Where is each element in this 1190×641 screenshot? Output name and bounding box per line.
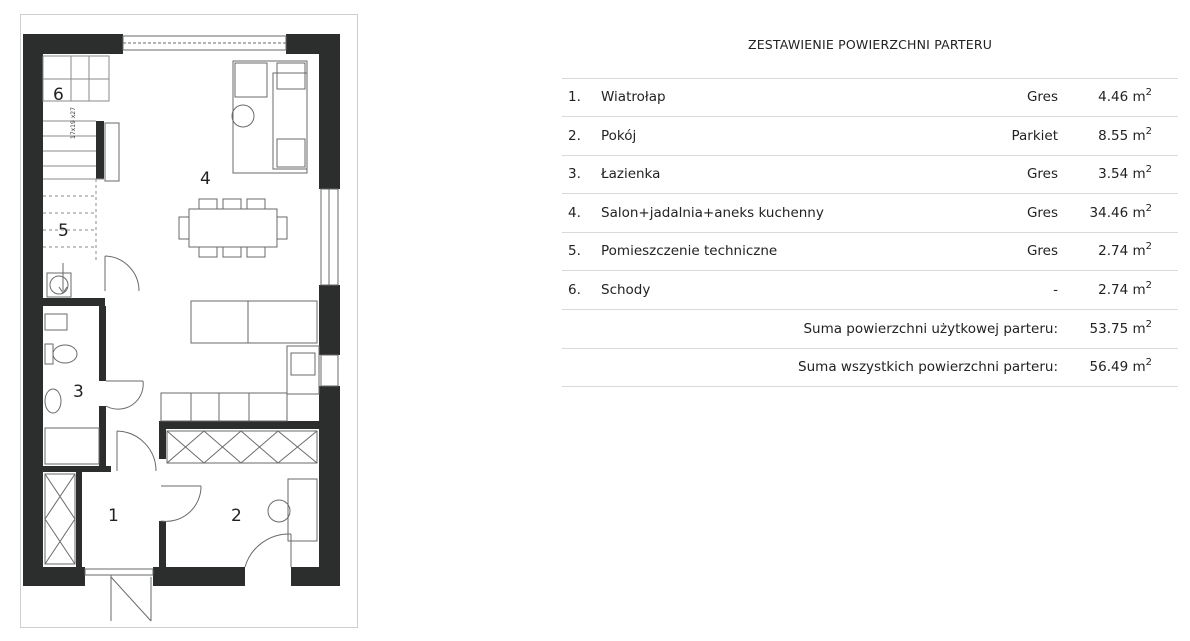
- area-value: 8.55: [1098, 127, 1129, 144]
- total-area: [1090, 359, 1152, 375]
- room-name: Łazienka: [601, 166, 661, 183]
- area-unit-exponent: 2: [1145, 280, 1152, 291]
- wall-right-upper: [319, 34, 340, 189]
- summary-row: [562, 271, 1178, 310]
- total-value: 53.75: [1089, 320, 1129, 337]
- summary-title: ZESTAWIENIE POWIERZCHNI PARTERU: [747, 37, 993, 52]
- room-number-3: 3: [73, 382, 84, 402]
- area-value: 2.74: [1098, 243, 1129, 260]
- wall-bottom-left: [23, 567, 85, 586]
- wall-bottom-mid: [153, 567, 245, 586]
- area-unit: m: [1132, 243, 1146, 260]
- area-unit-exponent: 2: [1145, 164, 1152, 176]
- room-name: Wiatrołap: [601, 89, 666, 105]
- summary-row: [562, 232, 1178, 271]
- room-index: 3.: [568, 166, 581, 183]
- room-index: 5.: [568, 243, 581, 260]
- floor-material: Gres: [1026, 243, 1058, 260]
- room-number-1: 1: [108, 506, 119, 526]
- room-name: Pokój: [601, 127, 637, 144]
- wardrobe-vestibule: [45, 474, 75, 564]
- area-unit-exponent: 2: [1145, 241, 1152, 253]
- stair-note: 17x19 x27: [70, 107, 77, 139]
- area-unit-exponent: 2: [1145, 202, 1152, 214]
- room-index: 6.: [568, 282, 581, 298]
- wall-right-lower: [319, 386, 340, 586]
- total-area: [1089, 318, 1152, 337]
- summary-row: [562, 155, 1178, 194]
- area-unit-exponent: 2: [1145, 357, 1152, 369]
- area-unit-exponent: 2: [1145, 87, 1152, 98]
- wall-right-mid: [319, 285, 340, 355]
- area-unit: m: [1132, 359, 1146, 376]
- room-number-5: 5: [58, 221, 69, 241]
- wall-stair-core: [96, 121, 104, 179]
- floor-material: Gres: [1026, 204, 1058, 221]
- total-value: 56.49: [1089, 359, 1129, 376]
- area-unit: m: [1132, 320, 1146, 337]
- floor-material: Parkiet: [1011, 127, 1058, 144]
- dining-table: [179, 199, 287, 257]
- room-area: [1098, 125, 1152, 144]
- room-name: Salon+jadalnia+aneks kuchenny: [601, 204, 824, 221]
- floor-plan: [21, 15, 357, 627]
- wall-room2-top: [159, 421, 319, 429]
- area-unit: m: [1132, 89, 1146, 105]
- area-unit: m: [1132, 127, 1146, 144]
- area-value: 2.74: [1098, 282, 1129, 298]
- wall-bath-right: [99, 306, 106, 381]
- room-index: 4.: [568, 204, 581, 221]
- room-area: [1098, 243, 1152, 259]
- wall-room2-left-upper: [159, 421, 166, 459]
- room-area: [1098, 282, 1152, 298]
- room-number-6: 6: [53, 85, 64, 105]
- doors: [85, 256, 291, 621]
- room-index: 1.: [568, 89, 581, 105]
- bathroom-fixtures: [45, 314, 99, 464]
- total-label: Suma powierzchni użytkowej parteru:: [803, 320, 1058, 337]
- area-value: 3.54: [1098, 166, 1129, 183]
- kitchen: [161, 301, 319, 421]
- area-unit-exponent: 2: [1145, 318, 1152, 330]
- area-value: 34.46: [1089, 204, 1129, 221]
- wall-bath-bottom: [43, 466, 111, 472]
- floor-material: Gres: [1026, 166, 1058, 183]
- room-number-4: 4: [200, 169, 211, 189]
- living-furniture: [105, 61, 307, 181]
- room-area: [1089, 202, 1152, 221]
- room-area: [1098, 89, 1152, 105]
- boiler: [47, 263, 71, 297]
- room-name: Pomieszczenie techniczne: [601, 243, 778, 260]
- total-label: Suma wszystkich powierzchni parteru:: [798, 359, 1058, 376]
- wall-vest-left: [76, 472, 82, 567]
- summary-row: [562, 117, 1178, 156]
- wall-tech-bottom: [43, 298, 105, 306]
- room-number-2: 2: [231, 506, 242, 526]
- wall-bottom-right: [291, 567, 340, 586]
- area-unit: m: [1132, 282, 1146, 298]
- area-value: 4.46: [1098, 89, 1129, 105]
- area-unit: m: [1132, 204, 1146, 221]
- floor-material: -: [1053, 282, 1058, 298]
- floor-material: Gres: [1026, 89, 1058, 105]
- windows: [123, 36, 338, 386]
- wall-left: [23, 34, 43, 586]
- wall-bath-right-low: [99, 406, 106, 466]
- window-right-small: [321, 355, 338, 386]
- room-area: [1098, 166, 1152, 182]
- floor-plan-frame: [20, 14, 358, 628]
- room-index: 2.: [568, 127, 581, 144]
- summary-total-row: [562, 348, 1178, 387]
- area-unit-exponent: 2: [1145, 125, 1152, 137]
- room-name: Schody: [601, 282, 651, 298]
- summary-total-row: [562, 310, 1178, 349]
- summary-row: [562, 78, 1178, 117]
- summary-row: [562, 194, 1178, 233]
- wall-room2-left-lower: [159, 521, 166, 567]
- area-unit: m: [1132, 166, 1146, 183]
